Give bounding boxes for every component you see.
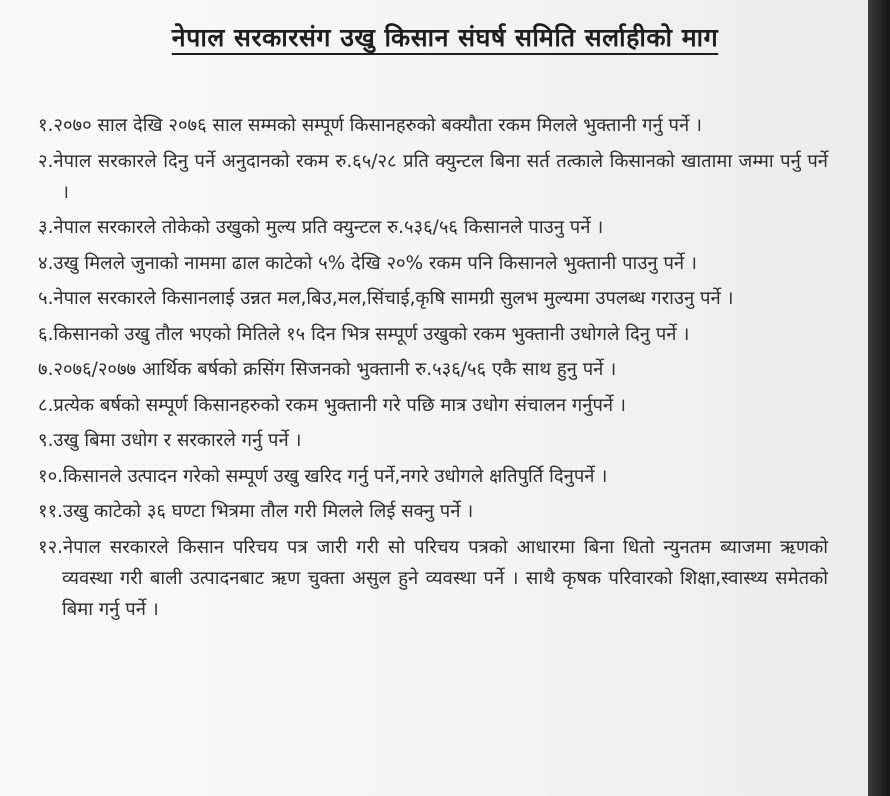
demand-item-2: २.नेपाल सरकारले दिनु पर्ने अनुदानको रकम रु.६५/२८ प्रति क्युन्टल बिना सर्त तत्काले किसानको खातामा जम्मा पर्नु पर्ने । — [38, 150, 828, 203]
demand-item-4: ४.उखु मिलले जुनाको नाममा ढाल काटेको ५% देखि २०% रकम पनि किसानले भुक्तानी पाउनु पर्ने । — [38, 252, 697, 274]
demand-item-12: १२.नेपाल सरकारले किसान परिचय पत्र जारी गरी सो परिचय पत्रको आधारमा बिना धितो न्युनतम ब्याजमा ऋणको व्यवस्था गरी बाली उत्पादनबाट ऋण चुक्ता असुल हुने व्यवस्था पर्ने । साथै कृषक परिवारको शिक्षा,स्वास्थ्य समेतको बिमा गर्नु पर्ने । — [38, 536, 828, 620]
document-title: नेपाल सरकारसंग उखु किसान संघर्ष समिति सर्लाहीको माग — [171, 23, 719, 52]
demand-item-5: ५.नेपाल सरकारले किसानलाई उन्नत मल,बिउ,मल,सिंचाई,कृषि सामग्री सुलभ मुल्यमा उपलब्ध गराउनु पर्ने । — [38, 288, 734, 309]
demand-item-3: ३.नेपाल सरकारले तोकेको उखुको मुल्य प्रति क्युन्टल रु.५३६/५६ किसानले पाउनु पर्ने । — [38, 217, 604, 238]
page-edge-shadow — [868, 0, 890, 796]
demand-item-7: ७.२०७६/२०७७ आर्थिक बर्षको क्रसिंग सिजनको भुक्तानी रु.५३६/५६ एकै साथ हुनु पर्ने । — [38, 359, 617, 380]
demand-list — [38, 110, 828, 629]
demand-item-1: १.२०७० साल देखि २०७६ साल सम्मको सम्पूर्ण किसानहरुको बक्यौता रकम मिलले भुक्तानी गर्नु पर्ने । — [38, 115, 702, 136]
demand-item-6: ६.किसानको उखु तौल भएको मितिले १५ दिन भित्र सम्पूर्ण उखुको रकम भुक्तानी उधोगले दिनु पर्ने । — [38, 323, 690, 345]
demand-item-9: ९.उखु बिमा उधोग र सरकारले गर्नु पर्ने । — [38, 430, 302, 451]
demand-item-8: ८.प्रत्येक बर्षको सम्पूर्ण किसानहरुको रकम भुक्तानी गरे पछि मात्र उधोग संचालन गर्नुपर्ने । — [38, 394, 626, 416]
demand-item-10: १०.किसानले उत्पादन गरेको सम्पूर्ण उखु खरिद गर्नु पर्ने,नगरे उधोगले क्षतिपुर्ति दिनुपर्ने । — [38, 465, 608, 487]
demand-item-11: ११.उखु काटेको ३६ घण्टा भित्रमा तौल गरी मिलले लिई सक्नु पर्ने । — [38, 501, 474, 522]
